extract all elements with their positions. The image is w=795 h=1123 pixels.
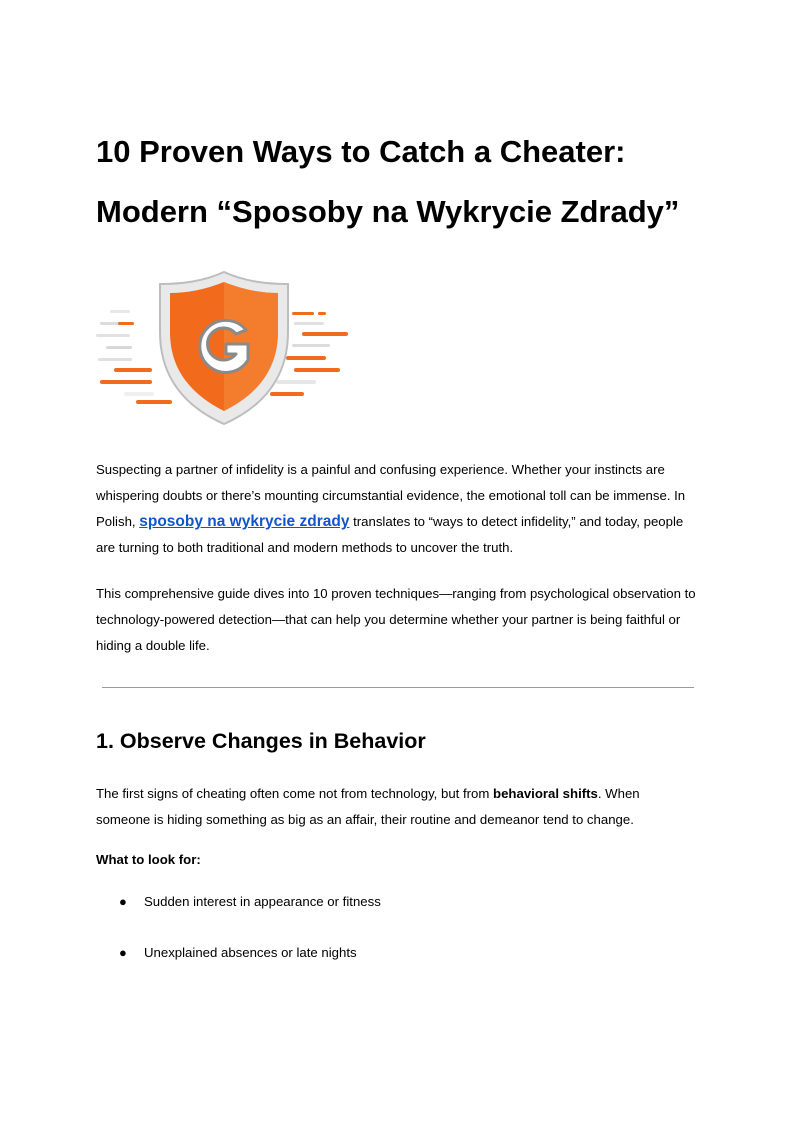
bullet-icon: ● [119,945,127,960]
list-item [96,890,696,941]
logo-graphic [96,268,352,428]
shield-g-logo-icon [96,268,352,428]
guide-paragraph: This comprehensive guide dives into 10 proven techniques—ranging from psychological observation to technology-powered detection—that can help you determine whether your partner is being faithful or hiding a double life. [96,586,696,653]
sposoby-link[interactable]: sposoby na wykrycie zdrady [139,513,350,530]
what-to-look-for-label: What to look for: [96,852,201,867]
intro-text-end: translates to “ways to detect infidelity,” and today, people are turning to both traditional and modern methods to uncover the truth. [96,514,684,555]
section-heading: 1. Observe Changes in Behavior [96,729,426,753]
article-title: 10 Proven Ways to Catch a Cheater: Modern “Sposoby na Wykrycie Zdrady” [96,134,680,229]
behavior-bold-text: behavioral shifts [493,786,598,801]
list-item-text: Unexplained absences or late nights [144,945,357,960]
bullet-icon: ● [119,894,127,909]
horizontal-divider [102,687,694,688]
signs-list [96,890,696,992]
intro-text-start: Suspecting a partner of infidelity is a painful and confusing experience. Whether your instincts are whispering doubts or there’s mounting circumstantial evidence, the emotional toll can be immense. In Polish, [96,462,686,529]
intro-paragraph [96,457,696,561]
list-item-text: Sudden interest in appearance or fitness [144,894,381,909]
behavior-text-start: The first signs of cheating often come not from technology, but from [96,786,494,801]
behavior-text-end: . When someone is hiding something as big as an affair, their routine and demeanor tend to change. [96,786,640,827]
behavior-paragraph [96,781,696,833]
list-item [96,941,696,992]
